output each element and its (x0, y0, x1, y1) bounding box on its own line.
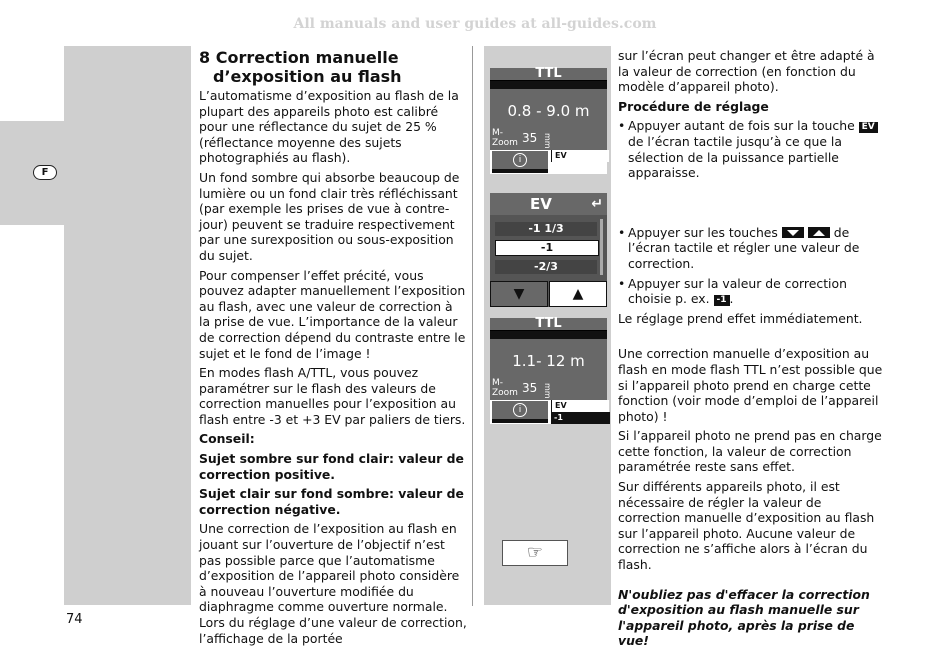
info-button[interactable] (492, 401, 548, 419)
lcd-zoom: M- Zoom 35 mm (490, 377, 607, 400)
down-key-icon (782, 227, 804, 238)
paragraph: En modes flash A/TTL, vous pouvez paramétrer sur le flash des valeurs de correction manuelles pour l’exposition au flash entre -3 et +3 EV par paliers de tiers. (199, 365, 466, 427)
info-icon: i (513, 153, 527, 167)
info-icon: i (513, 403, 527, 417)
back-icon[interactable]: ↵ (591, 196, 603, 212)
pointing-hand-icon: ☞ (502, 540, 568, 566)
left-column (199, 48, 467, 650)
lcd-mode-header: TTL (490, 318, 607, 331)
paragraph: L’automatisme d’exposition au flash de la plupart des appareils photo est calibré pour une réflectance du sujet de 25 % (réflectance moyenne des sujets photographiés au flash). (199, 88, 459, 166)
watermark: All manuals and user guides at all-guides.com (293, 16, 657, 32)
column-divider (472, 46, 473, 606)
lcd-screen-ev (490, 193, 607, 307)
down-button[interactable]: ▼ (490, 281, 548, 307)
paragraph: Une correction manuelle d’exposition au flash en mode flash TTL n’est possible que si l’appareil photo prend en charge cette fonction (voir mode d’emploi de l’appareil photo) ! (618, 346, 883, 424)
paragraph: Un fond sombre qui absorbe beaucoup de lumière ou un fond clair très réfléchissant (par exemple les prises de vue à contre-jour) peuvent se traduire respectivement par une surexposition ou sous-exposition du sujet. (199, 169, 460, 263)
info-button[interactable] (492, 151, 548, 169)
step-2: • Appuyer sur les touches de l’écran tactile et régler une valeur de correction. (618, 225, 886, 272)
advice-title: Conseil: (199, 431, 255, 447)
ev-button[interactable]: EV (551, 150, 609, 162)
paragraph: Une correction de l’exposition au flash en jouant sur l’ouverture de l’objectif n’est pas possible parce que l’automatisme d’exposition de l’appareil photo considère à nouveau l’ouverture modifiée du diaphragme comme ouverture normale. Lors du réglage d’une valeur de correction, l’affichage de la portée (199, 521, 467, 646)
ev-option-selected[interactable]: -1 (495, 240, 599, 256)
lcd-mode-header: TTL (490, 68, 607, 81)
ev-option[interactable]: -1 1/3 (495, 222, 597, 236)
paragraph: sur l’écran peut changer et être adapté à la valeur de correction (en fonction du modèle d’appareil photo). (618, 48, 875, 95)
ev-option[interactable]: -2/3 (495, 260, 597, 274)
paragraph: Pour compenser l’effet précité, vous pouvez adapter manuellement l’exposition au flash, avec une valeur de correction à la prise de vue. L’importance de la valeur de correction dépend du contraste entre le sujet et le fond de l’image ! (199, 267, 466, 361)
up-button[interactable]: ▲ (549, 281, 607, 307)
left-margin-band (64, 46, 191, 605)
advice-item: Sujet clair sur fond sombre: valeur de correction négative. (199, 486, 464, 517)
ev-key-icon: EV (859, 122, 878, 133)
paragraph: Si l’appareil photo ne prend pas en charge cette fonction, la valeur de correction paramétrée reste sans effet. (618, 428, 882, 475)
language-badge: F (33, 165, 57, 180)
lcd-screen-ttl-1 (490, 68, 607, 174)
lcd-zoom: M- Zoom 35 mm (490, 127, 607, 150)
ev-button[interactable]: EV (551, 400, 609, 412)
title-line-1: 8 Correction manuelle (199, 48, 399, 67)
paragraph: Sur différents appareils photo, il est nécessaire de régler la valeur de correction manuelle d’exposition au flash sur l’appareil photo. Aucune valeur de correction ne s’affiche alors à l’écran du flash. (618, 479, 875, 573)
step-3: • Appuyer sur la valeur de correction choisie p. ex. -1 . (618, 276, 886, 307)
lcd-screen-ttl-2 (490, 318, 607, 424)
scrollbar[interactable] (600, 219, 603, 275)
reminder-note: N'oubliez pas d'effacer la correction d'exposition au flash manuelle sur l'appareil photo, après la prise de vue! (618, 586, 870, 649)
procedure-title: Procédure de réglage (618, 98, 769, 114)
lcd-ev-header: EV (530, 195, 552, 213)
section-title (199, 48, 467, 86)
page-number: 74 (66, 612, 83, 627)
up-key-icon (808, 227, 830, 238)
step-1: • Appuyer autant de fois sur la touche EV de l’écran tactile jusqu’à ce que la sélection de la puissance partielle apparaisse. (618, 118, 886, 180)
advice-item: Sujet sombre sur fond clair: valeur de correction positive. (199, 451, 464, 482)
title-line-2: d’exposition au flash (213, 67, 402, 86)
lcd-range: 0.8 - 9.0 m (490, 89, 607, 127)
minus-one-key-icon: -1 (714, 295, 730, 306)
ev-value: -1 (551, 412, 610, 424)
paragraph: Le réglage prend effet immédiatement. (618, 310, 863, 326)
lcd-range: 1.1- 12 m (490, 339, 607, 377)
right-column (618, 48, 886, 653)
